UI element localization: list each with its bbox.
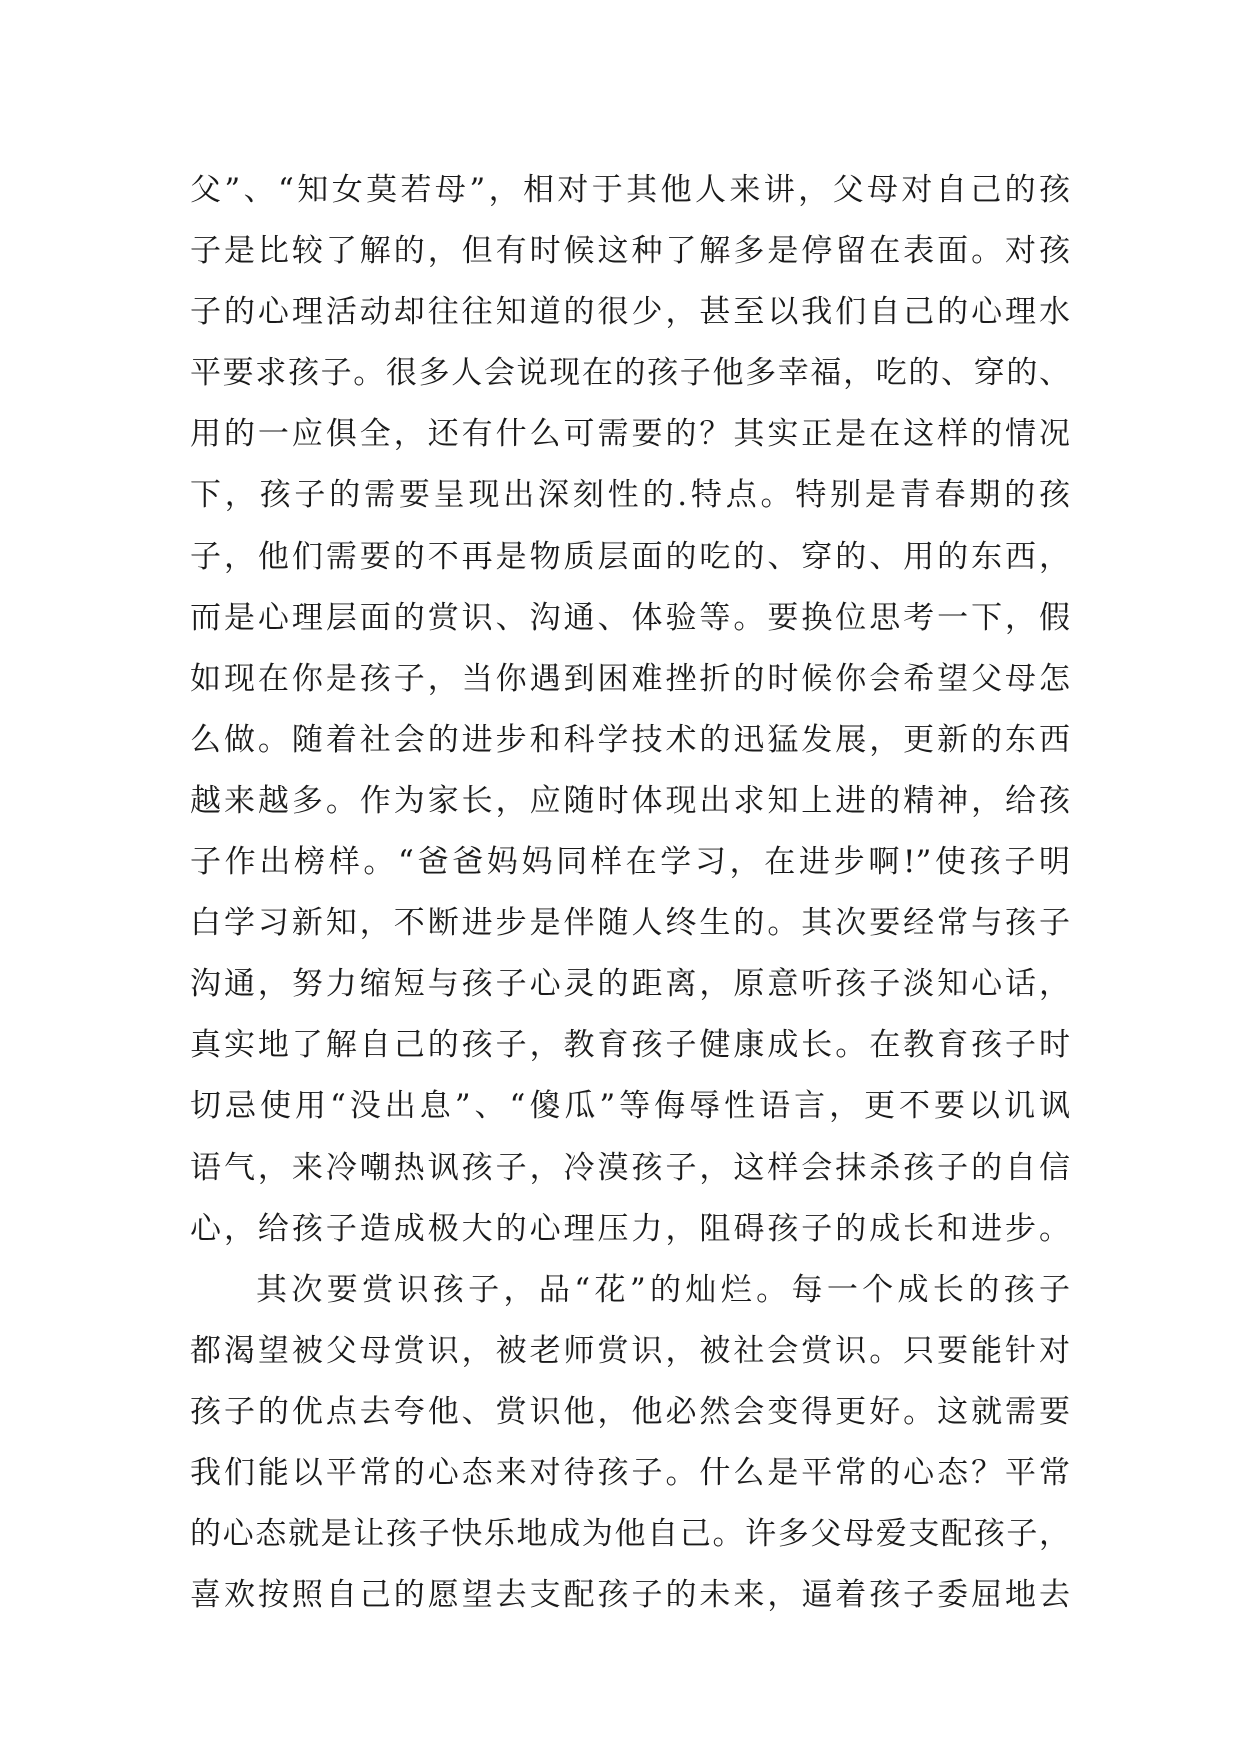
text-line: 真实地了解自己的孩子，教育孩子健康成长。在教育孩子时 bbox=[190, 1027, 1070, 1064]
text-line: 子是比较了解的，但有时候这种了解多是停留在表面。对孩 bbox=[190, 233, 1070, 270]
text-line: 孩子的优点去夸他、赏识他，他必然会变得更好。这就需要 bbox=[190, 1393, 1070, 1430]
text-line: 语气，来冷嘲热讽孩子，冷漠孩子，这样会抹杀孩子的自信 bbox=[190, 1149, 1070, 1186]
text-line: 子，他们需要的不再是物质层面的吃的、穿的、用的东西， bbox=[190, 538, 1070, 575]
text-line: 喜欢按照自己的愿望去支配孩子的未来，逼着孩子委屈地去 bbox=[190, 1577, 1070, 1614]
text-line: 如现在你是孩子，当你遇到困难挫折的时候你会希望父母怎 bbox=[190, 660, 1070, 697]
text-line: 的心态就是让孩子快乐地成为他自己。许多父母爱支配孩子， bbox=[190, 1516, 1070, 1553]
paragraph-first-line: 其次要赏识孩子，品“花”的灿烂。每一个成长的孩子 bbox=[256, 1271, 1070, 1308]
text-line: 都渴望被父母赏识，被老师赏识，被社会赏识。只要能针对 bbox=[190, 1332, 1070, 1369]
text-line: 父”、“知女莫若母”，相对于其他人来讲，父母对自己的孩 bbox=[190, 172, 1070, 208]
text-line: 切忌使用“没出息”、“傻瓜”等侮辱性语言，更不要以讥讽 bbox=[190, 1088, 1070, 1125]
text-line: 我们能以平常的心态来对待孩子。什么是平常的心态？平常 bbox=[190, 1454, 1070, 1491]
text-line: 平要求孩子。很多人会说现在的孩子他多幸福，吃的、穿的、 bbox=[190, 355, 1070, 392]
text-line: 么做。随着社会的进步和科学技术的迅猛发展，更新的东西 bbox=[190, 721, 1070, 758]
text-line: 而是心理层面的赏识、沟通、体验等。要换位思考一下，假 bbox=[190, 599, 1070, 636]
text-line: 越来越多。作为家长，应随时体现出求知上进的精神，给孩 bbox=[190, 782, 1070, 819]
text-line: 下，孩子的需要呈现出深刻性的.特点。特别是青春期的孩 bbox=[190, 477, 1070, 514]
body-text bbox=[190, 160, 1070, 1626]
text-line: 心，给孩子造成极大的心理压力，阻碍孩子的成长和进步。 bbox=[190, 1210, 1070, 1247]
text-line: 子作出榜样。“爸爸妈妈同样在学习，在进步啊!”使孩子明 bbox=[190, 844, 1070, 881]
text-line: 沟通，努力缩短与孩子心灵的距离，原意听孩子淡知心话， bbox=[190, 966, 1070, 1003]
text-line: 白学习新知，不断进步是伴随人终生的。其次要经常与孩子 bbox=[190, 905, 1070, 942]
text-line: 用的一应俱全，还有什么可需要的？其实正是在这样的情况 bbox=[190, 416, 1070, 453]
text-line: 子的心理活动却往往知道的很少，甚至以我们自己的心理水 bbox=[190, 294, 1070, 331]
